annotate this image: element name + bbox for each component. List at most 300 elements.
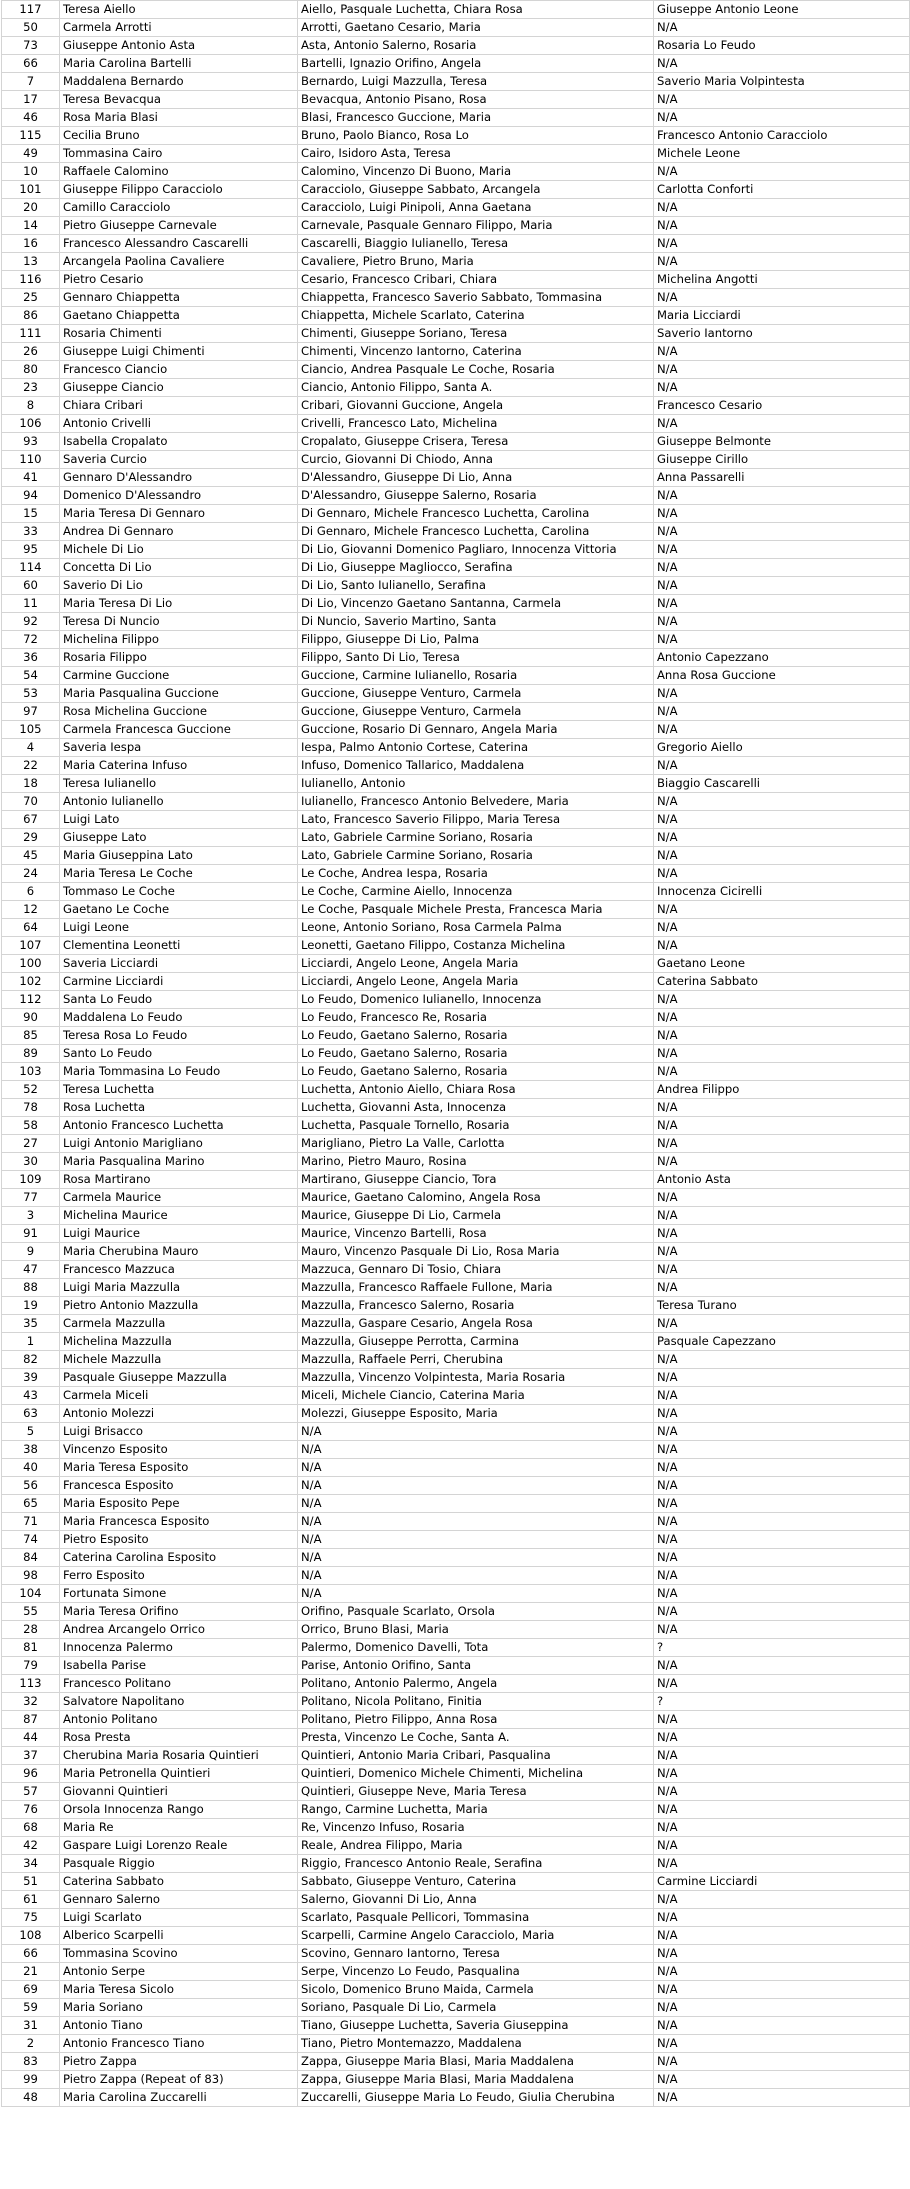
parents-cell[interactable]: Filippo, Santo Di Lio, Teresa bbox=[298, 649, 654, 667]
record-id-cell[interactable]: 19 bbox=[2, 1297, 60, 1315]
person-name-cell[interactable]: Teresa Di Nuncio bbox=[60, 613, 298, 631]
person-name-cell[interactable]: Antonio Francesco Luchetta bbox=[60, 1117, 298, 1135]
spouse-cell[interactable]: N/A bbox=[654, 217, 910, 235]
parents-cell[interactable]: Sicolo, Domenico Bruno Maida, Carmela bbox=[298, 1981, 654, 1999]
record-id-cell[interactable]: 63 bbox=[2, 1405, 60, 1423]
person-name-cell[interactable]: Maria Teresa Esposito bbox=[60, 1459, 298, 1477]
person-name-cell[interactable]: Maria Soriano bbox=[60, 1999, 298, 2017]
parents-cell[interactable]: Rango, Carmine Luchetta, Maria bbox=[298, 1801, 654, 1819]
spouse-cell[interactable]: N/A bbox=[654, 2053, 910, 2071]
spouse-cell[interactable]: N/A bbox=[654, 1657, 910, 1675]
record-id-cell[interactable]: 92 bbox=[2, 613, 60, 631]
person-name-cell[interactable]: Maria Teresa Sicolo bbox=[60, 1981, 298, 1999]
record-id-cell[interactable]: 54 bbox=[2, 667, 60, 685]
record-id-cell[interactable]: 84 bbox=[2, 1549, 60, 1567]
person-name-cell[interactable]: Rosa Michelina Guccione bbox=[60, 703, 298, 721]
person-name-cell[interactable]: Rosa Presta bbox=[60, 1729, 298, 1747]
spouse-cell[interactable]: Pasquale Capezzano bbox=[654, 1333, 910, 1351]
spouse-cell[interactable]: N/A bbox=[654, 631, 910, 649]
parents-cell[interactable]: Di Lio, Vincenzo Gaetano Santanna, Carmela bbox=[298, 595, 654, 613]
spouse-cell[interactable]: N/A bbox=[654, 1153, 910, 1171]
parents-cell[interactable]: N/A bbox=[298, 1567, 654, 1585]
person-name-cell[interactable]: Maria Tommasina Lo Feudo bbox=[60, 1063, 298, 1081]
record-id-cell[interactable]: 6 bbox=[2, 883, 60, 901]
parents-cell[interactable]: Di Lio, Santo Iulianello, Serafina bbox=[298, 577, 654, 595]
parents-cell[interactable]: Calomino, Vincenzo Di Buono, Maria bbox=[298, 163, 654, 181]
person-name-cell[interactable]: Luigi Antonio Marigliano bbox=[60, 1135, 298, 1153]
parents-cell[interactable]: Lo Feudo, Domenico Iulianello, Innocenza bbox=[298, 991, 654, 1009]
record-id-cell[interactable]: 96 bbox=[2, 1765, 60, 1783]
spouse-cell[interactable]: N/A bbox=[654, 1909, 910, 1927]
record-id-cell[interactable]: 8 bbox=[2, 397, 60, 415]
spouse-cell[interactable]: N/A bbox=[654, 757, 910, 775]
spouse-cell[interactable]: N/A bbox=[654, 235, 910, 253]
parents-cell[interactable]: N/A bbox=[298, 1585, 654, 1603]
person-name-cell[interactable]: Giovanni Quintieri bbox=[60, 1783, 298, 1801]
record-id-cell[interactable]: 50 bbox=[2, 19, 60, 37]
parents-cell[interactable]: Orrico, Bruno Blasi, Maria bbox=[298, 1621, 654, 1639]
record-id-cell[interactable]: 25 bbox=[2, 289, 60, 307]
parents-cell[interactable]: Luchetta, Antonio Aiello, Chiara Rosa bbox=[298, 1081, 654, 1099]
parents-cell[interactable]: Mazzulla, Francesco Salerno, Rosaria bbox=[298, 1297, 654, 1315]
person-name-cell[interactable]: Carmine Licciardi bbox=[60, 973, 298, 991]
spouse-cell[interactable]: N/A bbox=[654, 1585, 910, 1603]
record-id-cell[interactable]: 27 bbox=[2, 1135, 60, 1153]
parents-cell[interactable]: N/A bbox=[298, 1531, 654, 1549]
parents-cell[interactable]: N/A bbox=[298, 1549, 654, 1567]
person-name-cell[interactable]: Teresa Aiello bbox=[60, 1, 298, 19]
parents-cell[interactable]: Maurice, Gaetano Calomino, Angela Rosa bbox=[298, 1189, 654, 1207]
record-id-cell[interactable]: 90 bbox=[2, 1009, 60, 1027]
spouse-cell[interactable]: Gregorio Aiello bbox=[654, 739, 910, 757]
person-name-cell[interactable]: Pietro Giuseppe Carnevale bbox=[60, 217, 298, 235]
parents-cell[interactable]: Ciancio, Andrea Pasquale Le Coche, Rosaria bbox=[298, 361, 654, 379]
spouse-cell[interactable]: N/A bbox=[654, 1027, 910, 1045]
person-name-cell[interactable]: Giuseppe Luigi Chimenti bbox=[60, 343, 298, 361]
spouse-cell[interactable]: N/A bbox=[654, 1945, 910, 1963]
person-name-cell[interactable]: Maria Carolina Bartelli bbox=[60, 55, 298, 73]
parents-cell[interactable]: Iulianello, Antonio bbox=[298, 775, 654, 793]
parents-cell[interactable]: Palermo, Domenico Davelli, Tota bbox=[298, 1639, 654, 1657]
record-id-cell[interactable]: 17 bbox=[2, 91, 60, 109]
spouse-cell[interactable]: N/A bbox=[654, 1765, 910, 1783]
spouse-cell[interactable]: Giuseppe Antonio Leone bbox=[654, 1, 910, 19]
spouse-cell[interactable]: N/A bbox=[654, 559, 910, 577]
person-name-cell[interactable]: Michelina Mazzulla bbox=[60, 1333, 298, 1351]
person-name-cell[interactable]: Francesco Ciancio bbox=[60, 361, 298, 379]
record-id-cell[interactable]: 100 bbox=[2, 955, 60, 973]
spouse-cell[interactable]: N/A bbox=[654, 1963, 910, 1981]
record-id-cell[interactable]: 53 bbox=[2, 685, 60, 703]
parents-cell[interactable]: Bruno, Paolo Bianco, Rosa Lo bbox=[298, 127, 654, 145]
spouse-cell[interactable]: N/A bbox=[654, 1891, 910, 1909]
record-id-cell[interactable]: 69 bbox=[2, 1981, 60, 1999]
record-id-cell[interactable]: 104 bbox=[2, 1585, 60, 1603]
record-id-cell[interactable]: 39 bbox=[2, 1369, 60, 1387]
person-name-cell[interactable]: Rosa Martirano bbox=[60, 1171, 298, 1189]
parents-cell[interactable]: Lo Feudo, Gaetano Salerno, Rosaria bbox=[298, 1063, 654, 1081]
spouse-cell[interactable]: Michele Leone bbox=[654, 145, 910, 163]
spouse-cell[interactable]: N/A bbox=[654, 541, 910, 559]
parents-cell[interactable]: Chiappetta, Michele Scarlato, Caterina bbox=[298, 307, 654, 325]
parents-cell[interactable]: Zappa, Giuseppe Maria Blasi, Maria Maddalena bbox=[298, 2071, 654, 2089]
person-name-cell[interactable]: Pietro Esposito bbox=[60, 1531, 298, 1549]
person-name-cell[interactable]: Maria Petronella Quintieri bbox=[60, 1765, 298, 1783]
parents-cell[interactable]: Le Coche, Andrea Iespa, Rosaria bbox=[298, 865, 654, 883]
parents-cell[interactable]: Cribari, Giovanni Guccione, Angela bbox=[298, 397, 654, 415]
parents-cell[interactable]: N/A bbox=[298, 1477, 654, 1495]
record-id-cell[interactable]: 89 bbox=[2, 1045, 60, 1063]
parents-cell[interactable]: Mazzulla, Francesco Raffaele Fullone, Maria bbox=[298, 1279, 654, 1297]
person-name-cell[interactable]: Innocenza Palermo bbox=[60, 1639, 298, 1657]
person-name-cell[interactable]: Luigi Maurice bbox=[60, 1225, 298, 1243]
record-id-cell[interactable]: 99 bbox=[2, 2071, 60, 2089]
parents-cell[interactable]: N/A bbox=[298, 1459, 654, 1477]
person-name-cell[interactable]: Giuseppe Ciancio bbox=[60, 379, 298, 397]
parents-cell[interactable]: Caracciolo, Giuseppe Sabbato, Arcangela bbox=[298, 181, 654, 199]
person-name-cell[interactable]: Saveria Iespa bbox=[60, 739, 298, 757]
parents-cell[interactable]: Licciardi, Angelo Leone, Angela Maria bbox=[298, 973, 654, 991]
record-id-cell[interactable]: 68 bbox=[2, 1819, 60, 1837]
person-name-cell[interactable]: Antonio Serpe bbox=[60, 1963, 298, 1981]
record-id-cell[interactable]: 35 bbox=[2, 1315, 60, 1333]
person-name-cell[interactable]: Concetta Di Lio bbox=[60, 559, 298, 577]
person-name-cell[interactable]: Carmela Mazzulla bbox=[60, 1315, 298, 1333]
record-id-cell[interactable]: 106 bbox=[2, 415, 60, 433]
spouse-cell[interactable]: N/A bbox=[654, 793, 910, 811]
record-id-cell[interactable]: 109 bbox=[2, 1171, 60, 1189]
spouse-cell[interactable]: N/A bbox=[654, 1981, 910, 1999]
parents-cell[interactable]: Tiano, Giuseppe Luchetta, Saveria Giuseppina bbox=[298, 2017, 654, 2035]
record-id-cell[interactable]: 66 bbox=[2, 55, 60, 73]
person-name-cell[interactable]: Fortunata Simone bbox=[60, 1585, 298, 1603]
record-id-cell[interactable]: 86 bbox=[2, 307, 60, 325]
record-id-cell[interactable]: 117 bbox=[2, 1, 60, 19]
person-name-cell[interactable]: Francesca Esposito bbox=[60, 1477, 298, 1495]
parents-cell[interactable]: Crivelli, Francesco Lato, Michelina bbox=[298, 415, 654, 433]
spouse-cell[interactable]: N/A bbox=[654, 1837, 910, 1855]
person-name-cell[interactable]: Michele Di Lio bbox=[60, 541, 298, 559]
person-name-cell[interactable]: Giuseppe Lato bbox=[60, 829, 298, 847]
spouse-cell[interactable]: N/A bbox=[654, 991, 910, 1009]
parents-cell[interactable]: Lo Feudo, Francesco Re, Rosaria bbox=[298, 1009, 654, 1027]
record-id-cell[interactable]: 72 bbox=[2, 631, 60, 649]
record-id-cell[interactable]: 103 bbox=[2, 1063, 60, 1081]
record-id-cell[interactable]: 30 bbox=[2, 1153, 60, 1171]
parents-cell[interactable]: Guccione, Giuseppe Venturo, Carmela bbox=[298, 685, 654, 703]
record-id-cell[interactable]: 31 bbox=[2, 2017, 60, 2035]
record-id-cell[interactable]: 59 bbox=[2, 1999, 60, 2017]
person-name-cell[interactable]: Maria Teresa Di Gennaro bbox=[60, 505, 298, 523]
person-name-cell[interactable]: Pasquale Riggio bbox=[60, 1855, 298, 1873]
parents-cell[interactable]: Zuccarelli, Giuseppe Maria Lo Feudo, Giulia Cherubina bbox=[298, 2089, 654, 2107]
person-name-cell[interactable]: Saveria Licciardi bbox=[60, 955, 298, 973]
parents-cell[interactable]: Chiappetta, Francesco Saverio Sabbato, Tommasina bbox=[298, 289, 654, 307]
record-id-cell[interactable]: 83 bbox=[2, 2053, 60, 2071]
parents-cell[interactable]: Mazzulla, Gaspare Cesario, Angela Rosa bbox=[298, 1315, 654, 1333]
parents-cell[interactable]: Di Nuncio, Saverio Martino, Santa bbox=[298, 613, 654, 631]
record-id-cell[interactable]: 74 bbox=[2, 1531, 60, 1549]
parents-cell[interactable]: Quintieri, Domenico Michele Chimenti, Michelina bbox=[298, 1765, 654, 1783]
spouse-cell[interactable]: N/A bbox=[654, 1477, 910, 1495]
record-id-cell[interactable]: 70 bbox=[2, 793, 60, 811]
person-name-cell[interactable]: Luigi Lato bbox=[60, 811, 298, 829]
parents-cell[interactable]: N/A bbox=[298, 1441, 654, 1459]
person-name-cell[interactable]: Domenico D'Alessandro bbox=[60, 487, 298, 505]
parents-cell[interactable]: Di Gennaro, Michele Francesco Luchetta, Carolina bbox=[298, 523, 654, 541]
parents-cell[interactable]: Re, Vincenzo Infuso, Rosaria bbox=[298, 1819, 654, 1837]
spouse-cell[interactable]: N/A bbox=[654, 1009, 910, 1027]
parents-cell[interactable]: Politano, Nicola Politano, Finitia bbox=[298, 1693, 654, 1711]
record-id-cell[interactable]: 28 bbox=[2, 1621, 60, 1639]
record-id-cell[interactable]: 93 bbox=[2, 433, 60, 451]
person-name-cell[interactable]: Santa Lo Feudo bbox=[60, 991, 298, 1009]
record-id-cell[interactable]: 9 bbox=[2, 1243, 60, 1261]
record-id-cell[interactable]: 76 bbox=[2, 1801, 60, 1819]
person-name-cell[interactable]: Caterina Carolina Esposito bbox=[60, 1549, 298, 1567]
record-id-cell[interactable]: 45 bbox=[2, 847, 60, 865]
parents-cell[interactable]: Cascarelli, Biaggio Iulianello, Teresa bbox=[298, 235, 654, 253]
parents-cell[interactable]: Lato, Gabriele Carmine Soriano, Rosaria bbox=[298, 847, 654, 865]
spouse-cell[interactable]: N/A bbox=[654, 505, 910, 523]
spouse-cell[interactable]: N/A bbox=[654, 1675, 910, 1693]
parents-cell[interactable]: Iespa, Palmo Antonio Cortese, Caterina bbox=[298, 739, 654, 757]
record-id-cell[interactable]: 33 bbox=[2, 523, 60, 541]
spouse-cell[interactable]: N/A bbox=[654, 1225, 910, 1243]
record-id-cell[interactable]: 2 bbox=[2, 2035, 60, 2053]
parents-cell[interactable]: Zappa, Giuseppe Maria Blasi, Maria Maddalena bbox=[298, 2053, 654, 2071]
parents-cell[interactable]: Le Coche, Carmine Aiello, Innocenza bbox=[298, 883, 654, 901]
person-name-cell[interactable]: Maria Teresa Di Lio bbox=[60, 595, 298, 613]
person-name-cell[interactable]: Raffaele Calomino bbox=[60, 163, 298, 181]
parents-cell[interactable]: Politano, Pietro Filippo, Anna Rosa bbox=[298, 1711, 654, 1729]
person-name-cell[interactable]: Carmela Francesca Guccione bbox=[60, 721, 298, 739]
parents-cell[interactable]: Di Lio, Giovanni Domenico Pagliaro, Innocenza Vittoria bbox=[298, 541, 654, 559]
record-id-cell[interactable]: 111 bbox=[2, 325, 60, 343]
record-id-cell[interactable]: 34 bbox=[2, 1855, 60, 1873]
spouse-cell[interactable]: Francesco Antonio Caracciolo bbox=[654, 127, 910, 145]
person-name-cell[interactable]: Orsola Innocenza Rango bbox=[60, 1801, 298, 1819]
person-name-cell[interactable]: Vincenzo Esposito bbox=[60, 1441, 298, 1459]
parents-cell[interactable]: Bernardo, Luigi Mazzulla, Teresa bbox=[298, 73, 654, 91]
parents-cell[interactable]: Miceli, Michele Ciancio, Caterina Maria bbox=[298, 1387, 654, 1405]
record-id-cell[interactable]: 58 bbox=[2, 1117, 60, 1135]
record-id-cell[interactable]: 26 bbox=[2, 343, 60, 361]
person-name-cell[interactable]: Pietro Antonio Mazzulla bbox=[60, 1297, 298, 1315]
parents-cell[interactable]: Lato, Francesco Saverio Filippo, Maria Teresa bbox=[298, 811, 654, 829]
person-name-cell[interactable]: Maria Esposito Pepe bbox=[60, 1495, 298, 1513]
person-name-cell[interactable]: Saverio Di Lio bbox=[60, 577, 298, 595]
person-name-cell[interactable]: Giuseppe Filippo Caracciolo bbox=[60, 181, 298, 199]
parents-cell[interactable]: Chimenti, Giuseppe Soriano, Teresa bbox=[298, 325, 654, 343]
record-id-cell[interactable]: 15 bbox=[2, 505, 60, 523]
spouse-cell[interactable]: Giuseppe Belmonte bbox=[654, 433, 910, 451]
parents-cell[interactable]: Luchetta, Pasquale Tornello, Rosaria bbox=[298, 1117, 654, 1135]
spouse-cell[interactable]: Maria Licciardi bbox=[654, 307, 910, 325]
record-id-cell[interactable]: 77 bbox=[2, 1189, 60, 1207]
spouse-cell[interactable]: Michelina Angotti bbox=[654, 271, 910, 289]
parents-cell[interactable]: Maurice, Giuseppe Di Lio, Carmela bbox=[298, 1207, 654, 1225]
person-name-cell[interactable]: Tommasina Cairo bbox=[60, 145, 298, 163]
parents-cell[interactable]: Lo Feudo, Gaetano Salerno, Rosaria bbox=[298, 1027, 654, 1045]
person-name-cell[interactable]: Maria Cherubina Mauro bbox=[60, 1243, 298, 1261]
spouse-cell[interactable]: N/A bbox=[654, 199, 910, 217]
spouse-cell[interactable]: Saverio Iantorno bbox=[654, 325, 910, 343]
record-id-cell[interactable]: 75 bbox=[2, 1909, 60, 1927]
parents-cell[interactable]: Asta, Antonio Salerno, Rosaria bbox=[298, 37, 654, 55]
record-id-cell[interactable]: 73 bbox=[2, 37, 60, 55]
spouse-cell[interactable]: Gaetano Leone bbox=[654, 955, 910, 973]
spouse-cell[interactable]: Anna Passarelli bbox=[654, 469, 910, 487]
parents-cell[interactable]: Marino, Pietro Mauro, Rosina bbox=[298, 1153, 654, 1171]
record-id-cell[interactable]: 48 bbox=[2, 2089, 60, 2107]
parents-cell[interactable]: Tiano, Pietro Montemazzo, Maddalena bbox=[298, 2035, 654, 2053]
spouse-cell[interactable]: N/A bbox=[654, 1747, 910, 1765]
parents-cell[interactable]: Mazzulla, Vincenzo Volpintesta, Maria Rosaria bbox=[298, 1369, 654, 1387]
spouse-cell[interactable]: Innocenza Cicirelli bbox=[654, 883, 910, 901]
person-name-cell[interactable]: Maria Caterina Infuso bbox=[60, 757, 298, 775]
record-id-cell[interactable]: 5 bbox=[2, 1423, 60, 1441]
person-name-cell[interactable]: Teresa Rosa Lo Feudo bbox=[60, 1027, 298, 1045]
person-name-cell[interactable]: Cherubina Maria Rosaria Quintieri bbox=[60, 1747, 298, 1765]
spouse-cell[interactable]: N/A bbox=[654, 1603, 910, 1621]
record-id-cell[interactable]: 20 bbox=[2, 199, 60, 217]
record-id-cell[interactable]: 1 bbox=[2, 1333, 60, 1351]
spouse-cell[interactable]: N/A bbox=[654, 1315, 910, 1333]
record-id-cell[interactable]: 32 bbox=[2, 1693, 60, 1711]
record-id-cell[interactable]: 42 bbox=[2, 1837, 60, 1855]
person-name-cell[interactable]: Gennaro Salerno bbox=[60, 1891, 298, 1909]
record-id-cell[interactable]: 81 bbox=[2, 1639, 60, 1657]
parents-cell[interactable]: Filippo, Giuseppe Di Lio, Palma bbox=[298, 631, 654, 649]
spouse-cell[interactable]: N/A bbox=[654, 865, 910, 883]
spouse-cell[interactable]: N/A bbox=[654, 1243, 910, 1261]
record-id-cell[interactable]: 112 bbox=[2, 991, 60, 1009]
record-id-cell[interactable]: 116 bbox=[2, 271, 60, 289]
record-id-cell[interactable]: 98 bbox=[2, 1567, 60, 1585]
parents-cell[interactable]: Cairo, Isidoro Asta, Teresa bbox=[298, 145, 654, 163]
spouse-cell[interactable]: N/A bbox=[654, 613, 910, 631]
person-name-cell[interactable]: Antonio Francesco Tiano bbox=[60, 2035, 298, 2053]
record-id-cell[interactable]: 4 bbox=[2, 739, 60, 757]
parents-cell[interactable]: Parise, Antonio Orifino, Santa bbox=[298, 1657, 654, 1675]
spouse-cell[interactable]: N/A bbox=[654, 91, 910, 109]
record-id-cell[interactable]: 38 bbox=[2, 1441, 60, 1459]
person-name-cell[interactable]: Antonio Tiano bbox=[60, 2017, 298, 2035]
person-name-cell[interactable]: Maria Pasqualina Guccione bbox=[60, 685, 298, 703]
spouse-cell[interactable]: N/A bbox=[654, 1207, 910, 1225]
person-name-cell[interactable]: Andrea Di Gennaro bbox=[60, 523, 298, 541]
person-name-cell[interactable]: Teresa Iulianello bbox=[60, 775, 298, 793]
person-name-cell[interactable]: Carmela Miceli bbox=[60, 1387, 298, 1405]
spouse-cell[interactable]: N/A bbox=[654, 1855, 910, 1873]
spouse-cell[interactable]: N/A bbox=[654, 1783, 910, 1801]
person-name-cell[interactable]: Maria Teresa Orifino bbox=[60, 1603, 298, 1621]
parents-cell[interactable]: Bevacqua, Antonio Pisano, Rosa bbox=[298, 91, 654, 109]
record-id-cell[interactable]: 115 bbox=[2, 127, 60, 145]
person-name-cell[interactable]: Pasquale Giuseppe Mazzulla bbox=[60, 1369, 298, 1387]
spouse-cell[interactable]: Andrea Filippo bbox=[654, 1081, 910, 1099]
person-name-cell[interactable]: Francesco Mazzuca bbox=[60, 1261, 298, 1279]
spouse-cell[interactable]: Caterina Sabbato bbox=[654, 973, 910, 991]
parents-cell[interactable]: Reale, Andrea Filippo, Maria bbox=[298, 1837, 654, 1855]
spouse-cell[interactable]: N/A bbox=[654, 1423, 910, 1441]
record-id-cell[interactable]: 14 bbox=[2, 217, 60, 235]
spouse-cell[interactable]: N/A bbox=[654, 1513, 910, 1531]
person-name-cell[interactable]: Maria Carolina Zuccarelli bbox=[60, 2089, 298, 2107]
spouse-cell[interactable]: Giuseppe Cirillo bbox=[654, 451, 910, 469]
spouse-cell[interactable]: N/A bbox=[654, 1117, 910, 1135]
parents-cell[interactable]: Serpe, Vincenzo Lo Feudo, Pasqualina bbox=[298, 1963, 654, 1981]
record-id-cell[interactable]: 46 bbox=[2, 109, 60, 127]
record-id-cell[interactable]: 44 bbox=[2, 1729, 60, 1747]
record-id-cell[interactable]: 78 bbox=[2, 1099, 60, 1117]
parents-cell[interactable]: Ciancio, Antonio Filippo, Santa A. bbox=[298, 379, 654, 397]
person-name-cell[interactable]: Gennaro D'Alessandro bbox=[60, 469, 298, 487]
spouse-cell[interactable]: N/A bbox=[654, 343, 910, 361]
person-name-cell[interactable]: Carmela Arrotti bbox=[60, 19, 298, 37]
record-id-cell[interactable]: 49 bbox=[2, 145, 60, 163]
person-name-cell[interactable]: Pietro Cesario bbox=[60, 271, 298, 289]
record-id-cell[interactable]: 95 bbox=[2, 541, 60, 559]
spouse-cell[interactable]: Antonio Capezzano bbox=[654, 649, 910, 667]
spouse-cell[interactable]: N/A bbox=[654, 1729, 910, 1747]
person-name-cell[interactable]: Gaetano Le Coche bbox=[60, 901, 298, 919]
spouse-cell[interactable]: N/A bbox=[654, 1441, 910, 1459]
record-id-cell[interactable]: 12 bbox=[2, 901, 60, 919]
person-name-cell[interactable]: Luigi Leone bbox=[60, 919, 298, 937]
parents-cell[interactable]: Aiello, Pasquale Luchetta, Chiara Rosa bbox=[298, 1, 654, 19]
parents-cell[interactable]: Riggio, Francesco Antonio Reale, Serafina bbox=[298, 1855, 654, 1873]
parents-cell[interactable]: Carnevale, Pasquale Gennaro Filippo, Maria bbox=[298, 217, 654, 235]
record-id-cell[interactable]: 24 bbox=[2, 865, 60, 883]
parents-cell[interactable]: Licciardi, Angelo Leone, Angela Maria bbox=[298, 955, 654, 973]
person-name-cell[interactable]: Francesco Politano bbox=[60, 1675, 298, 1693]
record-id-cell[interactable]: 57 bbox=[2, 1783, 60, 1801]
person-name-cell[interactable]: Teresa Bevacqua bbox=[60, 91, 298, 109]
spouse-cell[interactable]: N/A bbox=[654, 1567, 910, 1585]
parents-cell[interactable]: Leonetti, Gaetano Filippo, Costanza Michelina bbox=[298, 937, 654, 955]
person-name-cell[interactable]: Giuseppe Antonio Asta bbox=[60, 37, 298, 55]
parents-cell[interactable]: Bartelli, Ignazio Orifino, Angela bbox=[298, 55, 654, 73]
record-id-cell[interactable]: 37 bbox=[2, 1747, 60, 1765]
spouse-cell[interactable]: N/A bbox=[654, 2035, 910, 2053]
parents-cell[interactable]: Salerno, Giovanni Di Lio, Anna bbox=[298, 1891, 654, 1909]
person-name-cell[interactable]: Luigi Scarlato bbox=[60, 1909, 298, 1927]
person-name-cell[interactable]: Maria Giuseppina Lato bbox=[60, 847, 298, 865]
spouse-cell[interactable]: N/A bbox=[654, 379, 910, 397]
person-name-cell[interactable]: Rosaria Filippo bbox=[60, 649, 298, 667]
spouse-cell[interactable]: N/A bbox=[654, 1369, 910, 1387]
person-name-cell[interactable]: Michelina Maurice bbox=[60, 1207, 298, 1225]
record-id-cell[interactable]: 7 bbox=[2, 73, 60, 91]
person-name-cell[interactable]: Maria Teresa Le Coche bbox=[60, 865, 298, 883]
person-name-cell[interactable]: Arcangela Paolina Cavaliere bbox=[60, 253, 298, 271]
spouse-cell[interactable]: N/A bbox=[654, 847, 910, 865]
parents-cell[interactable]: Soriano, Pasquale Di Lio, Carmela bbox=[298, 1999, 654, 2017]
spouse-cell[interactable]: N/A bbox=[654, 1261, 910, 1279]
parents-cell[interactable]: Iulianello, Francesco Antonio Belvedere, Maria bbox=[298, 793, 654, 811]
parents-cell[interactable]: Guccione, Carmine Iulianello, Rosaria bbox=[298, 667, 654, 685]
parents-cell[interactable]: Politano, Antonio Palermo, Angela bbox=[298, 1675, 654, 1693]
spouse-cell[interactable]: N/A bbox=[654, 901, 910, 919]
record-id-cell[interactable]: 114 bbox=[2, 559, 60, 577]
person-name-cell[interactable]: Alberico Scarpelli bbox=[60, 1927, 298, 1945]
person-name-cell[interactable]: Pietro Zappa (Repeat of 83) bbox=[60, 2071, 298, 2089]
parents-cell[interactable]: N/A bbox=[298, 1495, 654, 1513]
record-id-cell[interactable]: 40 bbox=[2, 1459, 60, 1477]
record-id-cell[interactable]: 47 bbox=[2, 1261, 60, 1279]
